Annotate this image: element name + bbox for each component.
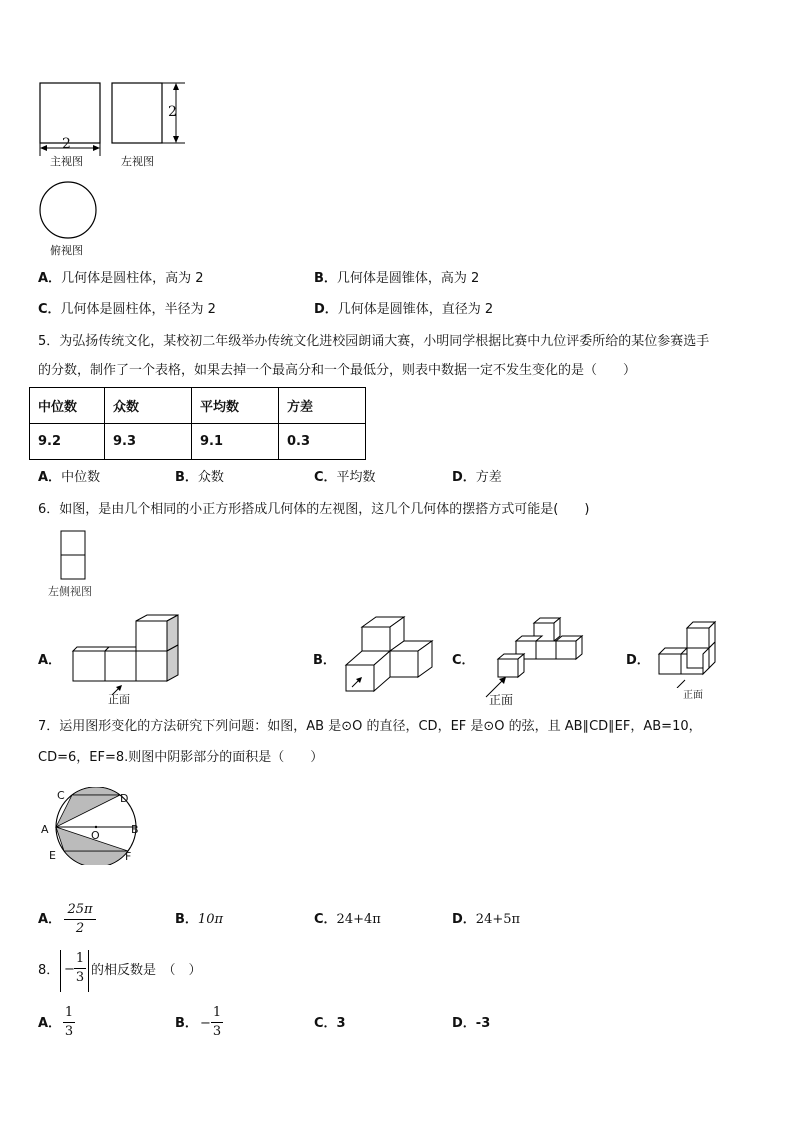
table-value-row (30, 424, 366, 460)
q8-expr-sign: − (64, 962, 75, 977)
q8-suffix: 的相反数是 （ ） (91, 963, 202, 978)
option-key: D． (452, 470, 476, 485)
option-text: 中位数 (61, 470, 101, 485)
option-text: 24+5π (475, 912, 521, 927)
option-key: A． (38, 470, 62, 485)
option-key: B． (175, 470, 198, 485)
option-text: 24+4π (336, 912, 381, 927)
header-mode: 众数 (105, 388, 192, 424)
fraction-denominator: 3 (75, 970, 85, 985)
option-key: C． (314, 1016, 337, 1031)
option-text: 众数 (197, 470, 224, 485)
q7-option-b[interactable] (175, 912, 223, 928)
option-key: D． (314, 302, 338, 317)
height-dimension-label: 2 (168, 104, 177, 120)
left-side-view-figure (60, 530, 90, 582)
q8-expr-fraction (74, 951, 86, 986)
fraction-numerator: 25π (67, 902, 93, 917)
figure-label-f: F (125, 850, 132, 863)
option-key: C． (314, 912, 337, 927)
q5-stem-line2: 的分数，制作了一个表格，如果去掉一个最高分和一个最低分，则表中数据一定不发生变化的是（ ） (38, 363, 637, 378)
question-number: 6． (38, 502, 60, 517)
fraction-numerator: 1 (75, 951, 85, 966)
header-median: 中位数 (30, 388, 105, 424)
q8-number: 8． (38, 963, 60, 978)
option-text: 平均数 (336, 470, 376, 485)
front-view-label: 主视图 (50, 155, 83, 168)
option-key: B． (314, 271, 337, 286)
option-text: -3 (475, 1016, 491, 1031)
option-text: 10π (197, 912, 224, 927)
option-text: 几何体是圆柱体，半径为 2 (60, 302, 216, 317)
header-variance: 方差 (279, 388, 366, 424)
fraction-denominator: 3 (212, 1024, 222, 1039)
fraction-denominator: 2 (75, 921, 85, 936)
q5-stem-line1 (38, 334, 709, 350)
q5-option-c[interactable] (314, 470, 376, 486)
option-key: D． (452, 912, 476, 927)
q6-option-c-key[interactable]: C． (452, 653, 475, 668)
fraction-bar (64, 919, 96, 920)
q7-stem-line2: CD=6，EF=8.则图中阴影部分的面积是（ ） (38, 750, 324, 765)
q8-option-a-fraction (63, 1005, 75, 1040)
option-key: C． (38, 302, 61, 317)
q5-option-d[interactable] (452, 470, 502, 486)
q5-option-b[interactable] (175, 470, 224, 486)
scores-table (29, 387, 366, 460)
question-text: 如图，是由几个相同的小正方形搭成几何体的左视图，这几个几何体的摆搭方式可能是( ) (59, 502, 590, 517)
q8-option-b-sign: − (200, 1016, 211, 1031)
figure-label-e: E (49, 849, 56, 862)
q6-option-d-key[interactable]: D． (626, 653, 650, 668)
q6-option-c-front-label: 正面 (489, 693, 514, 707)
abs-bar-left (60, 950, 61, 992)
q6-option-a-key[interactable]: A． (38, 653, 62, 668)
q8-option-a-key[interactable]: A． (38, 1016, 62, 1031)
left-view-label: 左视图 (121, 155, 154, 168)
q7-option-d[interactable] (452, 912, 520, 928)
question-number: 5． (38, 334, 60, 349)
q7-option-c[interactable] (314, 912, 381, 928)
fraction-numerator: 1 (64, 1005, 74, 1020)
q4-option-a[interactable] (38, 271, 203, 287)
question-text: 为弘扬传统文化，某校初二年级举办传统文化进校园朗诵大赛，小明同学根据比赛中九位评委所给的某位参赛选手 (59, 334, 710, 349)
q6-option-d-figure[interactable] (655, 618, 725, 688)
option-key: A． (38, 271, 62, 286)
abs-bar-right (88, 950, 89, 992)
q7-stem-line1 (38, 719, 702, 735)
value-variance: 0.3 (279, 424, 366, 460)
option-key: C． (314, 470, 337, 485)
fraction-denominator: 3 (64, 1024, 74, 1039)
q4-option-b[interactable] (314, 271, 479, 287)
figure-label-d: D (120, 792, 129, 805)
fraction-numerator: 1 (212, 1005, 222, 1020)
value-median: 9.2 (30, 424, 105, 460)
option-key: B． (175, 912, 198, 927)
table-header-row (30, 388, 366, 424)
q6-option-a-front-label: 正面 (108, 693, 130, 706)
q8-option-d[interactable] (452, 1016, 490, 1032)
option-text: 几何体是圆柱体，高为 2 (61, 271, 204, 286)
figure-label-c: C (57, 789, 65, 802)
q8-option-c[interactable] (314, 1016, 346, 1032)
value-mode: 9.3 (105, 424, 192, 460)
q6-option-b-figure[interactable] (340, 613, 436, 705)
option-text: 几何体是圆锥体，高为 2 (336, 271, 480, 286)
q8-option-b-key[interactable]: B． (175, 1016, 198, 1031)
q7-option-a-fraction (64, 902, 96, 937)
fraction-bar (74, 968, 86, 969)
width-dimension-label: 2 (62, 136, 71, 152)
figure-label-o: O (91, 829, 100, 842)
q7-option-a-key[interactable]: A． (38, 912, 62, 927)
question-text: 运用图形变化的方法研究下列问题：如图，AB 是⊙O 的直径，CD，EF 是⊙O 的弦，且 AB∥CD∥EF，AB=10， (59, 719, 702, 734)
q5-option-a[interactable] (38, 470, 100, 486)
top-view-label: 俯视图 (50, 244, 83, 257)
q8-option-b-fraction (211, 1005, 223, 1040)
question-number: 7． (38, 719, 60, 734)
q4-option-d[interactable] (314, 302, 493, 318)
fraction-bar (63, 1022, 75, 1023)
option-text: 几何体是圆锥体，直径为 2 (337, 302, 494, 317)
q6-option-b-key[interactable]: B． (313, 653, 336, 668)
left-side-view-label: 左侧视图 (48, 585, 92, 598)
header-mean: 平均数 (192, 388, 279, 424)
option-key: D． (452, 1016, 476, 1031)
figure-label-a: A (41, 823, 49, 836)
value-mean: 9.1 (192, 424, 279, 460)
figure-label-b: B (131, 823, 139, 836)
option-text: 3 (336, 1016, 346, 1031)
fraction-bar (211, 1022, 223, 1023)
q4-option-c[interactable] (38, 302, 216, 318)
option-text: 方差 (475, 470, 502, 485)
q6-stem (38, 502, 589, 518)
q6-option-d-front-label: 正面 (683, 690, 703, 701)
